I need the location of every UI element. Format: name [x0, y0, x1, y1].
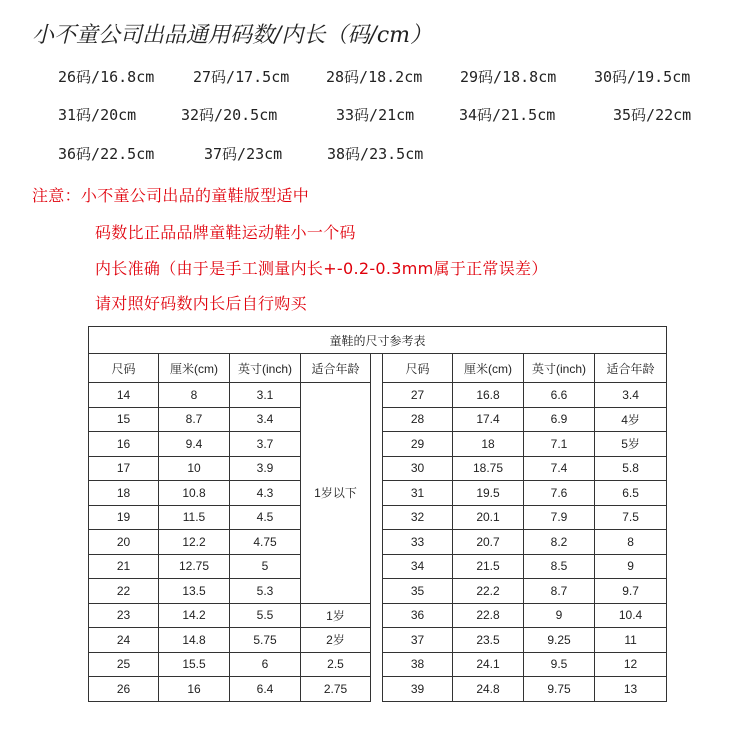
- size-item: 26码/16.8cm: [58, 68, 155, 86]
- cm-cell: 15.5: [159, 652, 230, 677]
- size-cell: 29: [383, 432, 453, 457]
- cm-cell: 16: [159, 677, 230, 702]
- page-title: 小不童公司出品通用码数/内长（码/cm）: [32, 23, 433, 48]
- inch-cell: 9.75: [524, 677, 595, 702]
- age-cell: 10.4: [595, 603, 667, 628]
- inch-cell: 4.3: [230, 481, 301, 506]
- size-cell: 26: [89, 677, 159, 702]
- size-cell: 16: [89, 432, 159, 457]
- cm-cell: 23.5: [453, 628, 524, 653]
- size-cell: 18: [89, 481, 159, 506]
- inch-cell: 3.4: [230, 407, 301, 432]
- size-item: 27码/17.5cm: [193, 68, 290, 86]
- table-header-row: [89, 354, 667, 383]
- cm-cell: 22.2: [453, 579, 524, 604]
- cm-cell: 14.2: [159, 603, 230, 628]
- inch-cell: 9.5: [524, 652, 595, 677]
- cm-cell: 22.8: [453, 603, 524, 628]
- cm-cell: 12.2: [159, 530, 230, 555]
- inch-cell: 6.6: [524, 383, 595, 408]
- age-cell-merged: 1岁以下: [301, 383, 371, 604]
- inch-cell: 5.3: [230, 579, 301, 604]
- size-cell: 14: [89, 383, 159, 408]
- inch-cell: 6.4: [230, 677, 301, 702]
- column-header: 尺码: [89, 354, 159, 383]
- size-cell: 20: [89, 530, 159, 555]
- inch-cell: 9.25: [524, 628, 595, 653]
- size-item: 29码/18.8cm: [460, 68, 557, 86]
- size-item: 32码/20.5cm: [181, 106, 278, 124]
- cm-cell: 10: [159, 456, 230, 481]
- inch-cell: 8.5: [524, 554, 595, 579]
- size-cell: 36: [383, 603, 453, 628]
- cm-cell: 10.8: [159, 481, 230, 506]
- note-line: 内长准确（由于是手工测量内长+-0.2-0.3mm属于正常误差）: [95, 259, 548, 278]
- size-cell: 15: [89, 407, 159, 432]
- cm-cell: 24.8: [453, 677, 524, 702]
- size-cell: 27: [383, 383, 453, 408]
- age-cell: 5.8: [595, 456, 667, 481]
- cm-cell: 16.8: [453, 383, 524, 408]
- inch-cell: 3.9: [230, 456, 301, 481]
- inch-cell: 8.7: [524, 579, 595, 604]
- cm-cell: 18: [453, 432, 524, 457]
- inch-cell: 7.1: [524, 432, 595, 457]
- column-header: 尺码: [383, 354, 453, 383]
- column-header: 适合年龄: [301, 354, 371, 383]
- cm-cell: 8: [159, 383, 230, 408]
- cm-cell: 12.75: [159, 554, 230, 579]
- cm-cell: 8.7: [159, 407, 230, 432]
- size-cell: 37: [383, 628, 453, 653]
- cm-cell: 9.4: [159, 432, 230, 457]
- size-cell: 22: [89, 579, 159, 604]
- cm-cell: 14.8: [159, 628, 230, 653]
- size-cell: 31: [383, 481, 453, 506]
- note-line: 请对照好码数内长后自行购买: [95, 294, 307, 313]
- inch-cell: 3.7: [230, 432, 301, 457]
- cm-cell: 21.5: [453, 554, 524, 579]
- size-item: 31码/20cm: [58, 106, 137, 124]
- age-cell: 2岁: [301, 628, 371, 653]
- size-item: 38码/23.5cm: [327, 145, 424, 163]
- cm-cell: 24.1: [453, 652, 524, 677]
- inch-cell: 5.75: [230, 628, 301, 653]
- column-header: 英寸(inch): [524, 354, 595, 383]
- size-cell: 35: [383, 579, 453, 604]
- size-item: 33码/21cm: [336, 106, 415, 124]
- inch-cell: 3.1: [230, 383, 301, 408]
- table-gap: [371, 354, 383, 702]
- cm-cell: 13.5: [159, 579, 230, 604]
- size-cell: 34: [383, 554, 453, 579]
- age-cell: 11: [595, 628, 667, 653]
- age-cell: 8: [595, 530, 667, 555]
- note-line: 码数比正品品牌童鞋运动鞋小一个码: [95, 223, 356, 242]
- table-caption: 童鞋的尺寸参考表: [89, 327, 667, 354]
- column-header: 英寸(inch): [230, 354, 301, 383]
- inch-cell: 6.9: [524, 407, 595, 432]
- note-line: 注意：小不童公司出品的童鞋版型适中: [32, 186, 310, 205]
- size-cell: 33: [383, 530, 453, 555]
- age-cell: 1岁: [301, 603, 371, 628]
- age-cell: 4岁: [595, 407, 667, 432]
- age-cell: 5岁: [595, 432, 667, 457]
- age-cell: 7.5: [595, 505, 667, 530]
- size-cell: 32: [383, 505, 453, 530]
- age-cell: 6.5: [595, 481, 667, 506]
- cm-cell: 17.4: [453, 407, 524, 432]
- column-header: 厘米(cm): [453, 354, 524, 383]
- size-item: 36码/22.5cm: [58, 145, 155, 163]
- inch-cell: 9: [524, 603, 595, 628]
- inch-cell: 8.2: [524, 530, 595, 555]
- age-cell: 13: [595, 677, 667, 702]
- inch-cell: 7.6: [524, 481, 595, 506]
- size-item: 28码/18.2cm: [326, 68, 423, 86]
- size-cell: 30: [383, 456, 453, 481]
- size-cell: 21: [89, 554, 159, 579]
- size-cell: 19: [89, 505, 159, 530]
- size-cell: 24: [89, 628, 159, 653]
- size-cell: 17: [89, 456, 159, 481]
- cm-cell: 20.7: [453, 530, 524, 555]
- cm-cell: 19.5: [453, 481, 524, 506]
- size-cell: 38: [383, 652, 453, 677]
- age-cell: 2.5: [301, 652, 371, 677]
- size-item: 34码/21.5cm: [459, 106, 556, 124]
- inch-cell: 5.5: [230, 603, 301, 628]
- size-cell: 23: [89, 603, 159, 628]
- size-cell: 39: [383, 677, 453, 702]
- cm-cell: 18.75: [453, 456, 524, 481]
- size-cell: 28: [383, 407, 453, 432]
- inch-cell: 4.75: [230, 530, 301, 555]
- age-cell: 12: [595, 652, 667, 677]
- size-item: 37码/23cm: [204, 145, 283, 163]
- age-cell: 3.4: [595, 383, 667, 408]
- age-cell: 9: [595, 554, 667, 579]
- size-cell: 25: [89, 652, 159, 677]
- column-header: 厘米(cm): [159, 354, 230, 383]
- age-cell: 2.75: [301, 677, 371, 702]
- size-reference-table: [88, 326, 667, 702]
- column-header: 适合年龄: [595, 354, 667, 383]
- cm-cell: 11.5: [159, 505, 230, 530]
- size-item: 35码/22cm: [613, 106, 692, 124]
- inch-cell: 7.4: [524, 456, 595, 481]
- inch-cell: 5: [230, 554, 301, 579]
- inch-cell: 4.5: [230, 505, 301, 530]
- age-cell: 9.7: [595, 579, 667, 604]
- size-item: 30码/19.5cm: [594, 68, 691, 86]
- inch-cell: 6: [230, 652, 301, 677]
- cm-cell: 20.1: [453, 505, 524, 530]
- inch-cell: 7.9: [524, 505, 595, 530]
